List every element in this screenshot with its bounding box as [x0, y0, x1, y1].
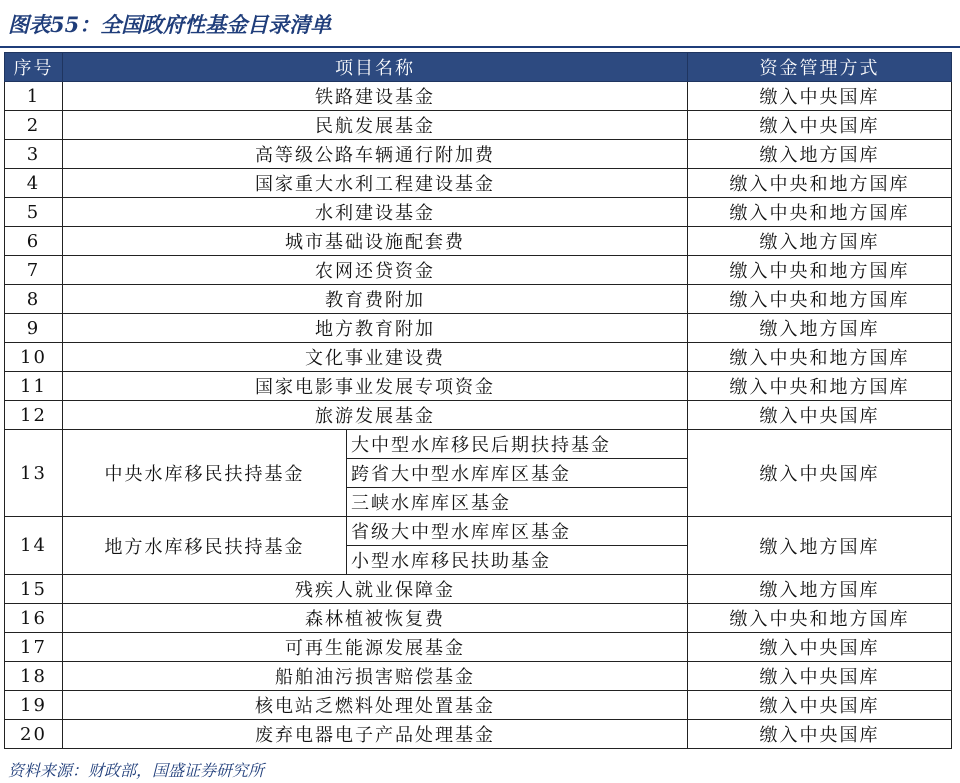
row-serial: 11 [5, 372, 63, 401]
table-row [5, 256, 952, 285]
row-serial: 18 [5, 662, 63, 691]
row-fund-management: 缴入地方国库 [688, 227, 952, 256]
row-fund-management: 缴入中央和地方国库 [688, 343, 952, 372]
row-fund-management: 缴入中央国库 [688, 111, 952, 140]
figure-title: 图表55：全国政府性基金目录清单 [8, 12, 332, 37]
table-row [5, 82, 952, 111]
row-fund-management: 缴入中央国库 [688, 401, 952, 430]
row-serial: 3 [5, 140, 63, 169]
row-serial: 12 [5, 401, 63, 430]
row-serial: 14 [5, 517, 63, 575]
table-row [5, 227, 952, 256]
row-serial: 13 [5, 430, 63, 517]
table-row [5, 720, 952, 749]
table-row [5, 662, 952, 691]
row-serial: 17 [5, 633, 63, 662]
row-item-name: 旅游发展基金 [63, 401, 688, 430]
table-row [5, 169, 952, 198]
row-item-name: 高等级公路车辆通行附加费 [63, 140, 688, 169]
row-serial: 5 [5, 198, 63, 227]
row-item-name: 中央水库移民扶持基金 [63, 430, 347, 517]
row-fund-management: 缴入中央国库 [688, 691, 952, 720]
row-serial: 10 [5, 343, 63, 372]
row-fund-management: 缴入中央国库 [688, 82, 952, 111]
fund-catalog-table [4, 52, 952, 749]
row-serial: 16 [5, 604, 63, 633]
row-fund-management: 缴入地方国库 [688, 314, 952, 343]
row-fund-management: 缴入中央国库 [688, 633, 952, 662]
row-serial: 7 [5, 256, 63, 285]
row-fund-management: 缴入地方国库 [688, 517, 952, 575]
table-row [5, 430, 952, 459]
row-serial: 2 [5, 111, 63, 140]
table-row [5, 517, 952, 546]
row-item-name: 地方水库移民扶持基金 [63, 517, 347, 575]
row-fund-management: 缴入中央和地方国库 [688, 169, 952, 198]
row-item-name: 地方教育附加 [63, 314, 688, 343]
row-serial: 15 [5, 575, 63, 604]
row-serial: 4 [5, 169, 63, 198]
row-serial: 1 [5, 82, 63, 111]
table-row [5, 372, 952, 401]
row-fund-management: 缴入地方国库 [688, 575, 952, 604]
row-fund-management: 缴入地方国库 [688, 140, 952, 169]
row-serial: 20 [5, 720, 63, 749]
table-row [5, 198, 952, 227]
row-item-name: 民航发展基金 [63, 111, 688, 140]
row-fund-management: 缴入中央和地方国库 [688, 604, 952, 633]
row-fund-management: 缴入中央国库 [688, 662, 952, 691]
row-serial: 8 [5, 285, 63, 314]
row-item-name: 教育费附加 [63, 285, 688, 314]
row-item-name: 铁路建设基金 [63, 82, 688, 111]
table-row [5, 314, 952, 343]
row-item-name: 森林植被恢复费 [63, 604, 688, 633]
row-fund-management: 缴入中央国库 [688, 720, 952, 749]
source-note: 资料来源：财政部，国盛证券研究所 [8, 761, 265, 780]
table-row [5, 633, 952, 662]
row-sub-item-name: 小型水库移民扶助基金 [347, 546, 688, 575]
row-fund-management: 缴入中央国库 [688, 430, 952, 517]
row-serial: 19 [5, 691, 63, 720]
row-serial: 6 [5, 227, 63, 256]
table-row [5, 575, 952, 604]
row-sub-item-name: 大中型水库移民后期扶持基金 [347, 430, 688, 459]
header-item-name: 项目名称 [63, 53, 688, 82]
header-fund-management: 资金管理方式 [688, 53, 952, 82]
row-item-name: 水利建设基金 [63, 198, 688, 227]
row-fund-management: 缴入中央和地方国库 [688, 256, 952, 285]
row-item-name: 城市基础设施配套费 [63, 227, 688, 256]
table-row [5, 604, 952, 633]
row-item-name: 残疾人就业保障金 [63, 575, 688, 604]
row-fund-management: 缴入中央和地方国库 [688, 198, 952, 227]
row-fund-management: 缴入中央和地方国库 [688, 285, 952, 314]
row-item-name: 核电站乏燃料处理处置基金 [63, 691, 688, 720]
row-item-name: 船舶油污损害赔偿基金 [63, 662, 688, 691]
table-row [5, 401, 952, 430]
row-sub-item-name: 省级大中型水库库区基金 [347, 517, 688, 546]
row-item-name: 国家电影事业发展专项资金 [63, 372, 688, 401]
row-item-name: 文化事业建设费 [63, 343, 688, 372]
header-serial: 序号 [5, 53, 63, 82]
table-row [5, 343, 952, 372]
title-rule [0, 46, 960, 48]
table-header-row [5, 53, 952, 82]
row-fund-management: 缴入中央和地方国库 [688, 372, 952, 401]
row-item-name: 废弃电器电子产品处理基金 [63, 720, 688, 749]
row-sub-item-name: 三峡水库库区基金 [347, 488, 688, 517]
row-item-name: 国家重大水利工程建设基金 [63, 169, 688, 198]
row-sub-item-name: 跨省大中型水库库区基金 [347, 459, 688, 488]
table-row [5, 285, 952, 314]
table-row [5, 140, 952, 169]
row-item-name: 农网还贷资金 [63, 256, 688, 285]
row-item-name: 可再生能源发展基金 [63, 633, 688, 662]
row-serial: 9 [5, 314, 63, 343]
table-row [5, 111, 952, 140]
table-row [5, 691, 952, 720]
